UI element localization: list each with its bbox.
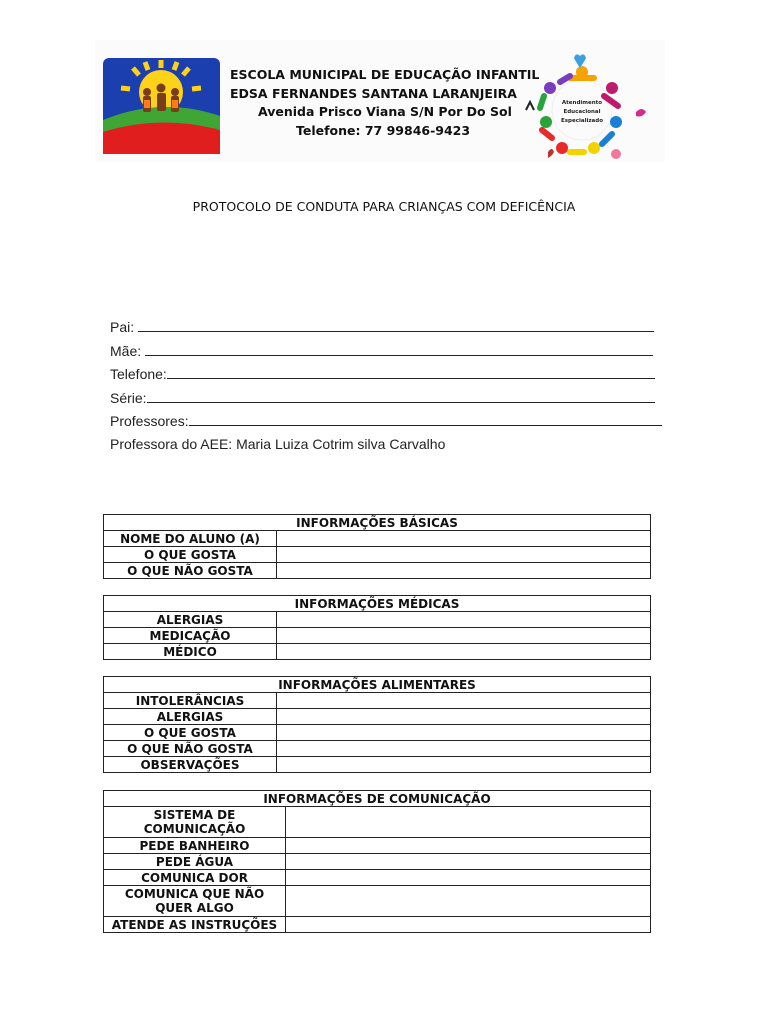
table-title: INFORMAÇÕES DE COMUNICAÇÃO xyxy=(104,791,651,807)
row-label: O QUE NÃO GOSTA xyxy=(104,741,277,757)
row-label: PEDE BANHEIRO xyxy=(104,838,286,854)
row-input[interactable] xyxy=(286,870,651,886)
row-label: SISTEMA DE COMUNICAÇÃO xyxy=(104,807,286,838)
table-row xyxy=(104,807,651,838)
row-input[interactable] xyxy=(277,725,651,741)
table-row xyxy=(104,886,651,917)
field-telefone xyxy=(110,365,655,382)
table-title: INFORMAÇÕES MÉDICAS xyxy=(104,596,651,612)
field-label: Professores: xyxy=(110,413,189,429)
row-input[interactable] xyxy=(277,644,651,660)
row-label: COMUNICA QUE NÃO QUER ALGO xyxy=(104,886,286,917)
table-row xyxy=(104,644,651,660)
row-label: MEDICAÇÃO xyxy=(104,628,277,644)
row-input[interactable] xyxy=(277,693,651,709)
school-phone: Telefone: 77 99846-9423 xyxy=(296,122,471,138)
table-row xyxy=(104,612,651,628)
table-row xyxy=(104,741,651,757)
row-label: ATENDE AS INSTRUÇÕES xyxy=(104,917,286,933)
table-communication-info xyxy=(103,790,651,933)
school-address: Avenida Prisco Viana S/N Por Do Sol xyxy=(258,104,512,119)
school-header-text xyxy=(230,66,540,140)
row-label: OBSERVAÇÕES xyxy=(104,757,277,773)
row-input[interactable] xyxy=(277,547,651,563)
table-row xyxy=(104,870,651,886)
fill-line[interactable] xyxy=(147,389,655,403)
fill-line[interactable] xyxy=(167,365,655,379)
row-input[interactable] xyxy=(286,838,651,854)
fill-line[interactable] xyxy=(138,318,654,332)
fill-line[interactable] xyxy=(189,412,662,426)
table-row xyxy=(104,709,651,725)
fill-line[interactable] xyxy=(145,342,653,356)
row-input[interactable] xyxy=(286,807,651,838)
row-label: NOME DO ALUNO (A) xyxy=(104,531,277,547)
aee-logo-text-1: Atendimento xyxy=(561,100,603,106)
row-input[interactable] xyxy=(277,612,651,628)
aee-logo-text-3: Especializado xyxy=(561,118,603,124)
row-label: COMUNICA DOR xyxy=(104,870,286,886)
row-label: O QUE GOSTA xyxy=(104,725,277,741)
field-label: Série: xyxy=(110,390,147,406)
field-pai xyxy=(110,318,654,335)
aee-logo xyxy=(522,52,650,162)
row-input[interactable] xyxy=(277,757,651,773)
row-label: ALERGIAS xyxy=(104,709,277,725)
aee-teacher: Professora do AEE: Maria Luiza Cotrim silva Carvalho xyxy=(110,436,446,452)
table-title: INFORMAÇÕES ALIMENTARES xyxy=(104,677,651,693)
school-logo xyxy=(103,58,220,154)
table-row xyxy=(104,563,651,579)
table-food-info xyxy=(103,676,651,773)
field-mae xyxy=(110,342,653,359)
row-label: INTOLERÂNCIAS xyxy=(104,693,277,709)
table-row xyxy=(104,838,651,854)
row-input[interactable] xyxy=(277,563,651,579)
row-input[interactable] xyxy=(286,854,651,870)
field-professores xyxy=(110,412,662,429)
field-label: Mãe: xyxy=(110,343,146,359)
row-label: O QUE NÃO GOSTA xyxy=(104,563,277,579)
row-input[interactable] xyxy=(277,709,651,725)
table-row xyxy=(104,854,651,870)
table-row xyxy=(104,547,651,563)
row-label: PEDE ÁGUA xyxy=(104,854,286,870)
row-input[interactable] xyxy=(277,628,651,644)
school-name-line: ESCOLA MUNICIPAL DE EDUCAÇÃO INFANTIL xyxy=(230,67,540,82)
table-row xyxy=(104,628,651,644)
table-basic-info xyxy=(103,514,651,579)
row-label: MÉDICO xyxy=(104,644,277,660)
document-title: PROTOCOLO DE CONDUTA PARA CRIANÇAS COM DEFICÊNCIA xyxy=(192,199,576,214)
table-row xyxy=(104,757,651,773)
field-serie xyxy=(110,389,655,406)
row-label: ALERGIAS xyxy=(104,612,277,628)
table-row xyxy=(104,531,651,547)
row-input[interactable] xyxy=(286,886,651,917)
table-title: INFORMAÇÕES BÁSICAS xyxy=(104,515,651,531)
row-input[interactable] xyxy=(277,741,651,757)
school-name-line-2: EDSA FERNANDES SANTANA LARANJEIRA xyxy=(230,85,517,101)
table-row xyxy=(104,917,651,933)
field-label: Telefone: xyxy=(110,366,167,382)
table-row xyxy=(104,725,651,741)
aee-logo-text-2: Educacional xyxy=(563,109,601,115)
table-row xyxy=(104,693,651,709)
row-input[interactable] xyxy=(286,917,651,933)
row-label: O QUE GOSTA xyxy=(104,547,277,563)
field-label: Pai: xyxy=(110,319,139,335)
row-input[interactable] xyxy=(277,531,651,547)
table-medical-info xyxy=(103,595,651,660)
